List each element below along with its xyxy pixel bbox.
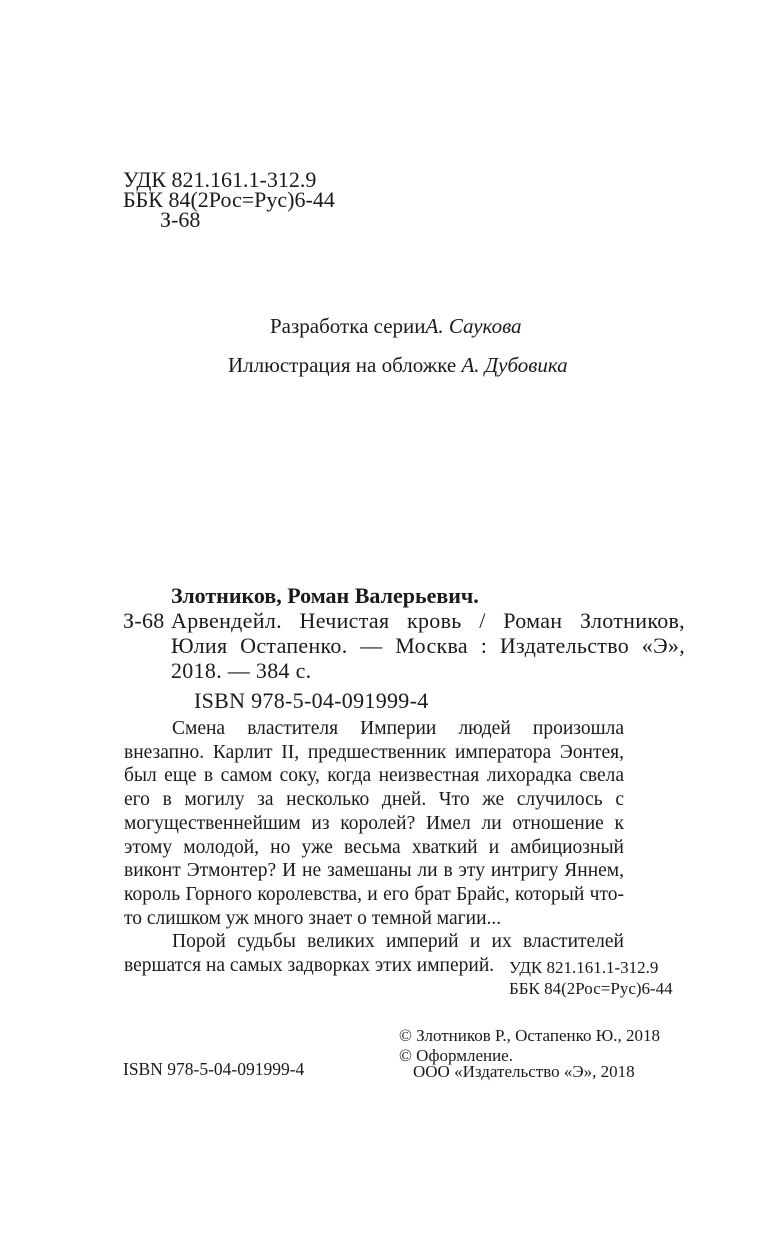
annotation-paragraph: Порой судьбы великих империй и их властителей вершатся на самых задворках этих империй. (124, 931, 624, 977)
copyright-publisher: ООО «Издательство «Э», 2018 (413, 1062, 635, 1081)
udk-code-top: УДК 821.161.1-312.9 (123, 167, 317, 192)
copyright-design: © Оформление. (399, 1046, 513, 1065)
record-line-2: Юлия Остапенко. — Москва : Издательство «Э», (171, 633, 685, 658)
record-line-3: 2018. — 384 с. (171, 658, 312, 683)
isbn-bottom: ISBN 978-5-04-091999-4 (123, 1059, 305, 1079)
series-credit (270, 314, 522, 339)
author-heading: Злотников, Роман Валерьевич. (171, 583, 479, 608)
cover-credit-label: Иллюстрация на обложке (228, 353, 457, 377)
record-isbn: ISBN 978-5-04-091999-4 (194, 688, 429, 713)
udk-code-bottom: УДК 821.161.1-312.9 (509, 958, 659, 977)
annotation (124, 717, 624, 978)
series-credit-name: А. Саукова (425, 314, 522, 338)
annotation-paragraph: Смена властителя Империи людей произошла внезапно. Карлит II, предшественник императора Эонтея, был еще в самом соку, когда неизвестная лихорадка свела его в могилу за несколько дней. Что же случилось с могущественнейшим из королей? Имел ли отношение к этому молодой, но уже весьма хваткий и амбициозный виконт Этмонтер? И не замешаны ли в эту интригу Яннем, король Горного королевства, и его брат Брайс, который что-то слишком уж много знает о темной магии... (124, 718, 624, 929)
author-mark-record: З-68 (123, 608, 165, 633)
author-mark-top: З-68 (160, 207, 201, 232)
cover-credit (228, 353, 568, 378)
series-credit-label: Разработка серии (270, 314, 426, 338)
record-line-1: Арвендейл. Нечистая кровь / Роман Злотников, (171, 608, 685, 633)
copyright-authors: © Злотников Р., Остапенко Ю., 2018 (399, 1026, 660, 1045)
bbk-code-bottom: ББК 84(2Рос=Рус)6-44 (509, 979, 673, 998)
cover-credit-name: А. Дубовика (461, 353, 568, 377)
bbk-code-top: ББК 84(2Рос=Рус)6-44 (123, 187, 335, 212)
